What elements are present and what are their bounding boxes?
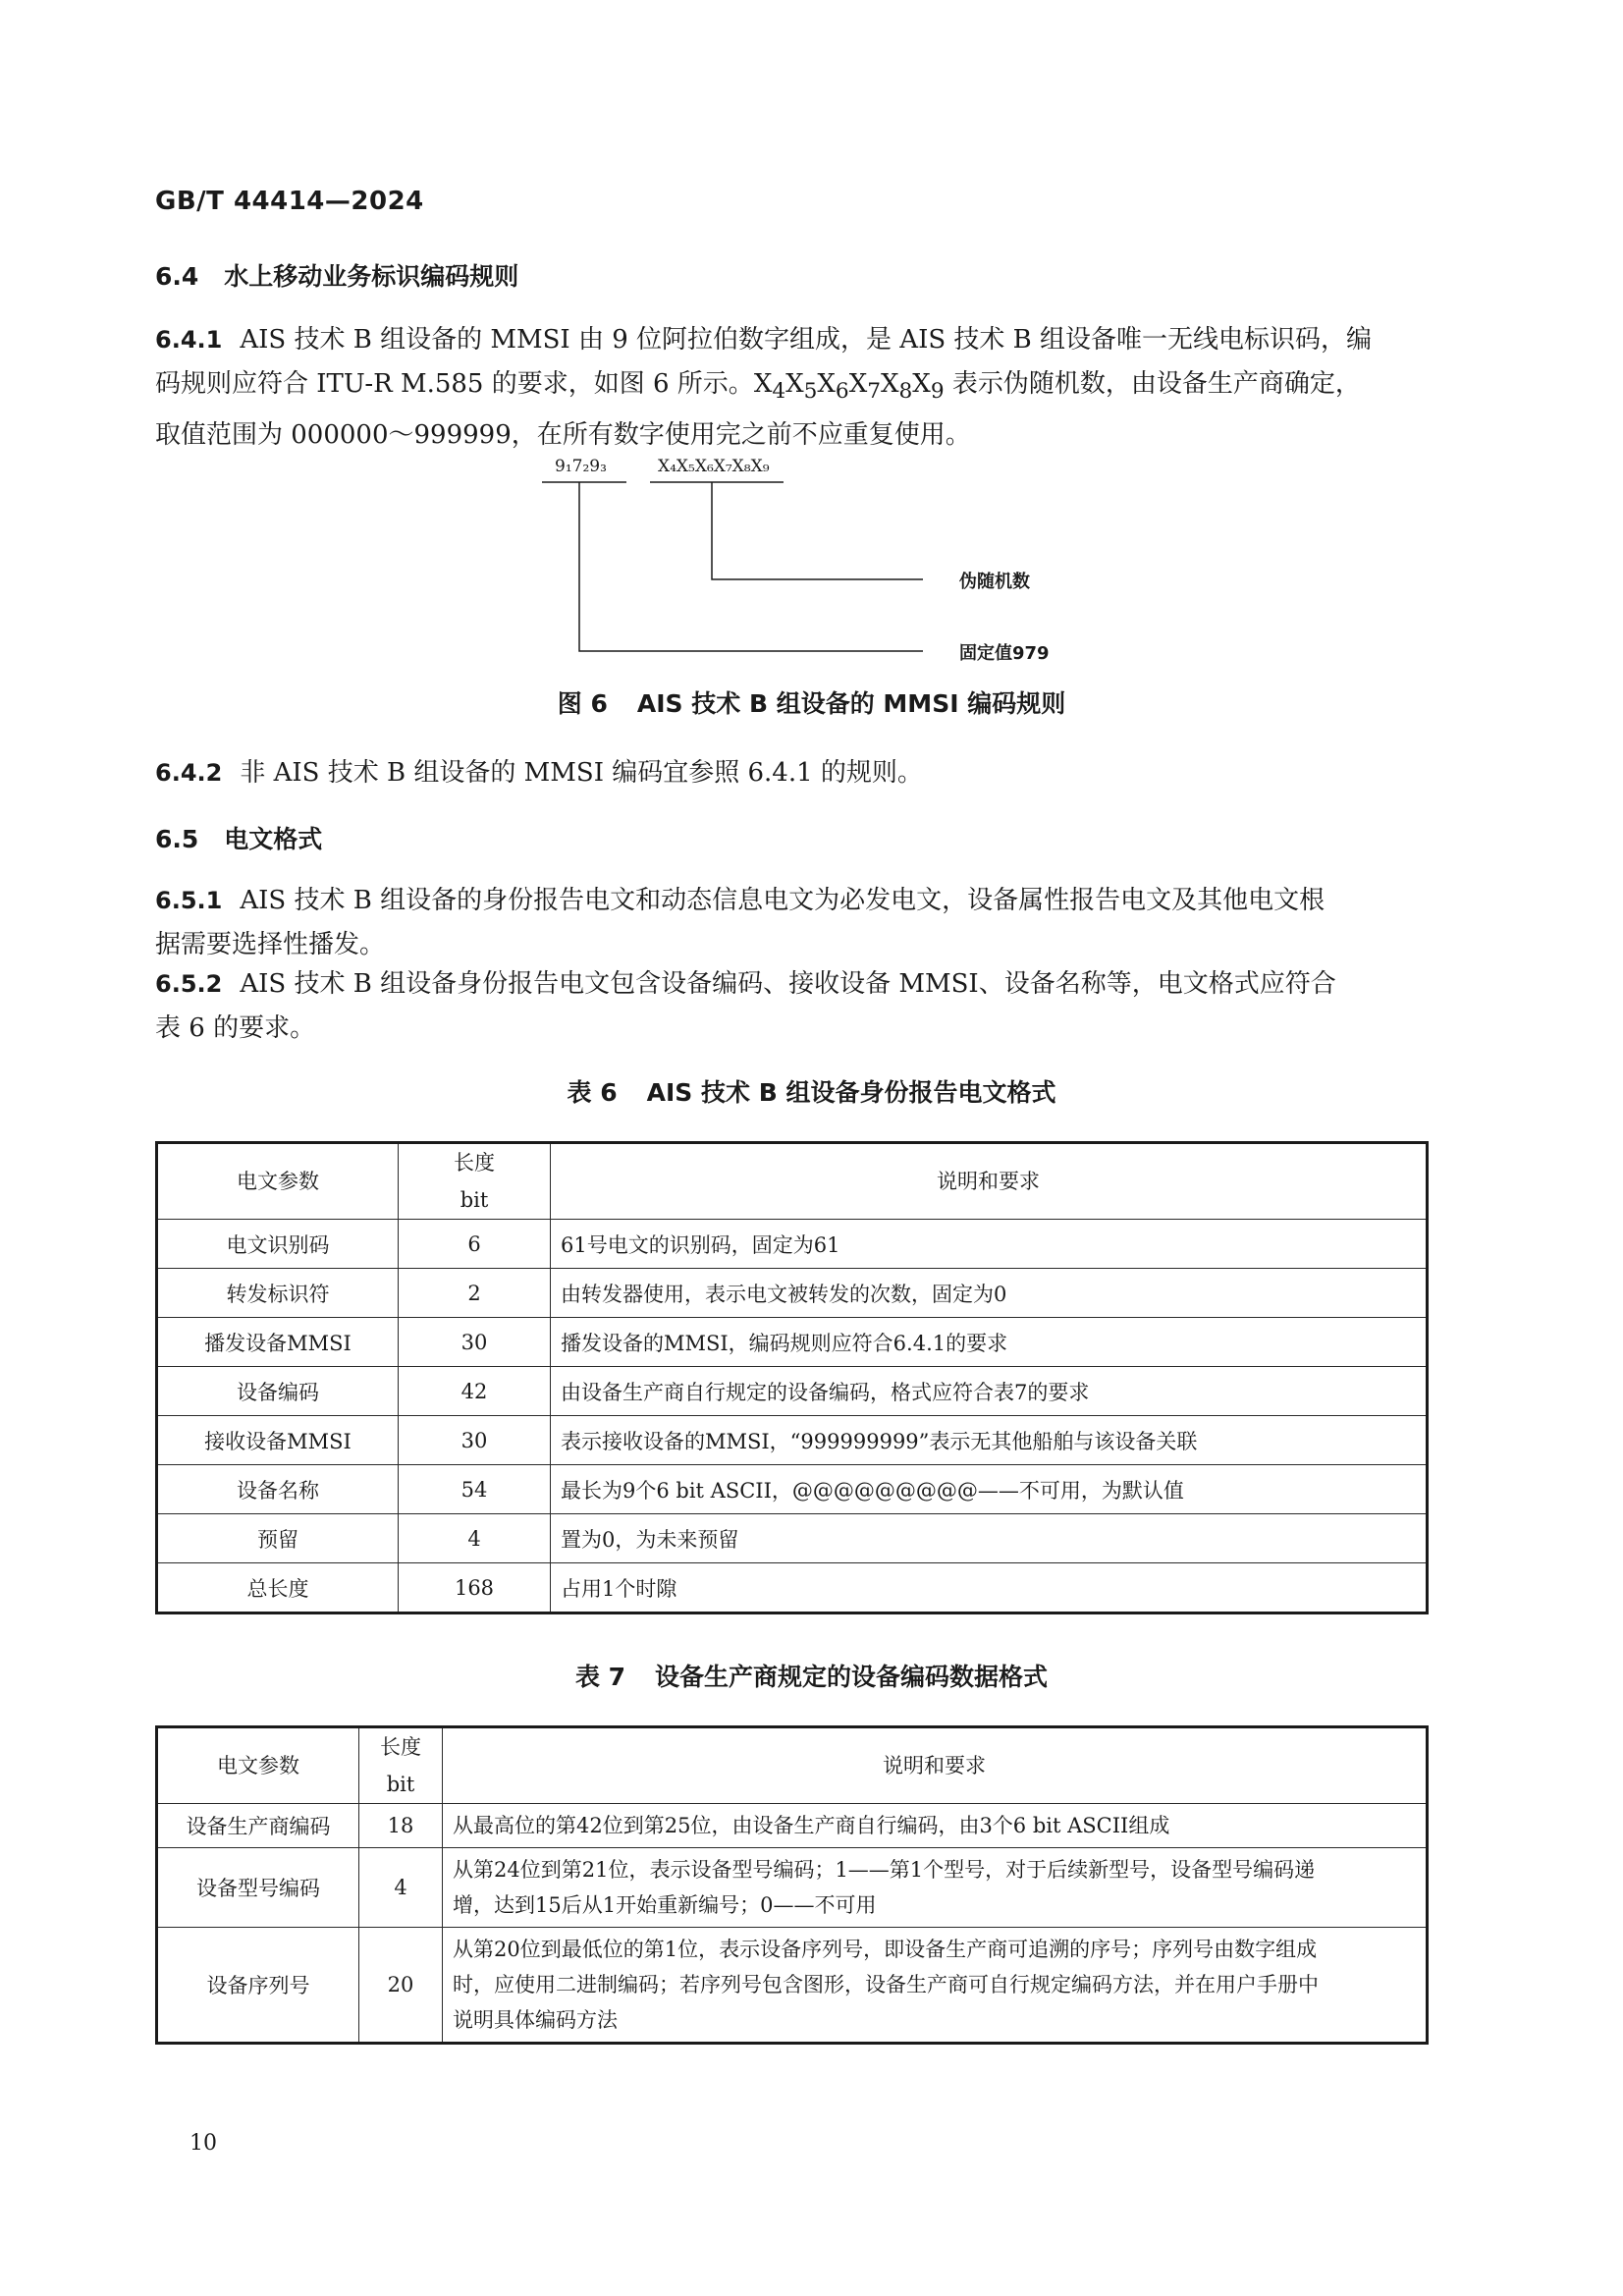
table-row <box>157 1928 1428 2044</box>
cell-param: 转发标识符 <box>157 1269 399 1318</box>
paragraph-6-5-1 <box>155 879 1432 967</box>
paragraph-6-5-2 <box>155 962 1432 1051</box>
header-desc: 说明和要求 <box>551 1143 1428 1220</box>
fixed-desc-label: 固定值979 <box>959 643 1050 664</box>
caption-number: 图 6 <box>557 689 608 718</box>
clause-number: 6.5.2 <box>155 970 223 998</box>
cell-length: 30 <box>399 1416 551 1465</box>
cell-length: 2 <box>399 1269 551 1318</box>
section-heading-6-5 <box>155 820 322 855</box>
paragraph-line: 表 6 的要求。 <box>155 1013 316 1043</box>
cell-desc <box>443 1928 1428 2044</box>
cell-desc: 61号电文的识别码，固定为61 <box>551 1220 1428 1269</box>
cell-desc-line: 增，达到15后从1开始重新编号；0——不可用 <box>453 1893 877 1917</box>
section-number: 6.4 <box>155 262 199 291</box>
table-row <box>157 1269 1428 1318</box>
table-row <box>157 1848 1428 1928</box>
random-leader-line <box>712 482 923 579</box>
cell-param: 电文识别码 <box>157 1220 399 1269</box>
table-row <box>157 1367 1428 1416</box>
header-desc: 说明和要求 <box>443 1727 1428 1804</box>
cell-desc: 由转发器使用，表示电文被转发的次数，固定为0 <box>551 1269 1428 1318</box>
header-length <box>359 1727 443 1804</box>
header-param: 电文参数 <box>157 1727 359 1804</box>
figure-6-diagram <box>530 447 1080 673</box>
cell-param: 设备名称 <box>157 1465 399 1514</box>
paragraph-line: AIS 技术 B 组设备身份报告电文包含设备编码、接收设备 MMSI、设备名称等，电文格式应符合 <box>240 969 1336 999</box>
cell-desc: 表示接收设备的MMSI，“999999999”表示无其他船舶与该设备关联 <box>551 1416 1428 1465</box>
cell-length: 54 <box>399 1465 551 1514</box>
cell-length: 6 <box>399 1220 551 1269</box>
clause-number: 6.4.2 <box>155 759 223 787</box>
clause-number: 6.5.1 <box>155 887 223 914</box>
cell-desc: 由设备生产商自行规定的设备编码，格式应符合表7的要求 <box>551 1367 1428 1416</box>
cell-length: 168 <box>399 1563 551 1613</box>
fixed-digits-label: 9₁7₂9₃ <box>555 457 607 476</box>
cell-desc: 播发设备的MMSI，编码规则应符合6.4.1的要求 <box>551 1318 1428 1367</box>
cell-desc <box>443 1804 1428 1848</box>
table-row <box>157 1220 1428 1269</box>
cell-desc: 最长为9个6 bit ASCII，@@@@@@@@@——不可用，为默认值 <box>551 1465 1428 1514</box>
table-row <box>157 1514 1428 1563</box>
table-6-caption <box>0 1073 1623 1109</box>
figure-6-caption <box>0 684 1623 720</box>
cell-param: 预留 <box>157 1514 399 1563</box>
table-7 <box>155 1725 1429 2045</box>
section-title: 水上移动业务标识编码规则 <box>224 262 519 291</box>
paragraph-line: AIS 技术 B 组设备的身份报告电文和动态信息电文为必发电文，设备属性报告电文及其他电文根 <box>240 886 1325 915</box>
random-desc-label: 伪随机数 <box>959 572 1030 592</box>
table-row <box>157 1563 1428 1613</box>
cell-desc: 置为0，为未来预留 <box>551 1514 1428 1563</box>
standard-code: GB/T 44414—2024 <box>155 187 424 216</box>
section-heading-6-4 <box>155 257 518 293</box>
paragraph-line: 取值范围为 000000～999999，在所有数字使用完之前不应重复使用。 <box>155 420 971 451</box>
table-row <box>157 1804 1428 1848</box>
header-param: 电文参数 <box>157 1143 399 1220</box>
cell-desc-line: 从第24位到第21位，表示设备型号编码；1——第1个型号，对于后续新型号，设备型号编码递 <box>453 1858 1316 1882</box>
cell-param: 播发设备MMSI <box>157 1318 399 1367</box>
paragraph-6-4-2 <box>155 751 1432 795</box>
caption-number: 表 7 <box>574 1663 626 1691</box>
paragraph-line: 非 AIS 技术 B 组设备的 MMSI 编码宜参照 6.4.1 的规则。 <box>240 758 923 788</box>
table-row <box>157 1318 1428 1367</box>
cell-param: 设备生产商编码 <box>157 1804 359 1848</box>
table-header-row <box>157 1143 1428 1220</box>
caption-text: AIS 技术 B 组设备身份报告电文格式 <box>646 1078 1056 1107</box>
cell-desc-line: 说明具体编码方法 <box>453 2008 618 2032</box>
cell-desc-line: 时，应使用二进制编码；若序列号包含图形，设备生产商可自行规定编码方法，并在用户手册中 <box>453 1973 1319 1996</box>
caption-number: 表 6 <box>567 1078 618 1107</box>
fixed-leader-line <box>579 482 923 651</box>
random-digits-formula: $X_4X_5X_6X_7X_8X_9$ <box>753 369 945 405</box>
cell-desc-line: 从第20位到最低位的第1位，表示设备序列号，即设备生产商可追溯的序号；序列号由数字组成 <box>453 1938 1318 1961</box>
paragraph-line: 表示伪随机数，由设备生产商确定， <box>951 369 1361 399</box>
header-length-label: 长度 <box>454 1151 495 1175</box>
cell-param: 接收设备MMSI <box>157 1416 399 1465</box>
cell-length: 30 <box>399 1318 551 1367</box>
random-digits-label: X₄X₅X₆X₇X₈X₉ <box>658 457 770 476</box>
cell-desc <box>443 1848 1428 1928</box>
paragraph-line: AIS 技术 B 组设备的 MMSI 由 9 位阿拉伯数字组成，是 AIS 技术 B 组设备唯一无线电标识码，编 <box>240 325 1373 355</box>
paragraph-line: 码规则应符合 ITU-R M.585 的要求，如图 6 所示。 <box>155 369 754 399</box>
page-number: 10 <box>189 2131 217 2156</box>
cell-desc-line: 从最高位的第42位到第25位，由设备生产商自行编码，由3个6 bit ASCII组成 <box>453 1814 1170 1837</box>
cell-param: 设备型号编码 <box>157 1848 359 1928</box>
header-length-unit: bit <box>386 1773 415 1796</box>
header-length-label: 长度 <box>380 1735 421 1759</box>
header-length-unit: bit <box>460 1188 489 1212</box>
table-row <box>157 1465 1428 1514</box>
section-number: 6.5 <box>155 825 199 853</box>
cell-param: 总长度 <box>157 1563 399 1613</box>
table-7-caption <box>0 1658 1623 1693</box>
section-title: 电文格式 <box>224 825 323 853</box>
cell-length: 18 <box>359 1804 443 1848</box>
paragraph-6-4-1 <box>155 318 1432 458</box>
cell-length: 42 <box>399 1367 551 1416</box>
caption-text: AIS 技术 B 组设备的 MMSI 编码规则 <box>636 689 1066 718</box>
cell-param: 设备序列号 <box>157 1928 359 2044</box>
cell-length: 4 <box>399 1514 551 1563</box>
table-header-row <box>157 1727 1428 1804</box>
cell-length: 4 <box>359 1848 443 1928</box>
header-length <box>399 1143 551 1220</box>
table-6 <box>155 1141 1429 1614</box>
caption-text: 设备生产商规定的设备编码数据格式 <box>655 1663 1049 1691</box>
cell-param: 设备编码 <box>157 1367 399 1416</box>
clause-number: 6.4.1 <box>155 326 223 354</box>
cell-desc: 占用1个时隙 <box>551 1563 1428 1613</box>
cell-length: 20 <box>359 1928 443 2044</box>
table-row <box>157 1416 1428 1465</box>
paragraph-line: 据需要选择性播发。 <box>155 930 386 959</box>
